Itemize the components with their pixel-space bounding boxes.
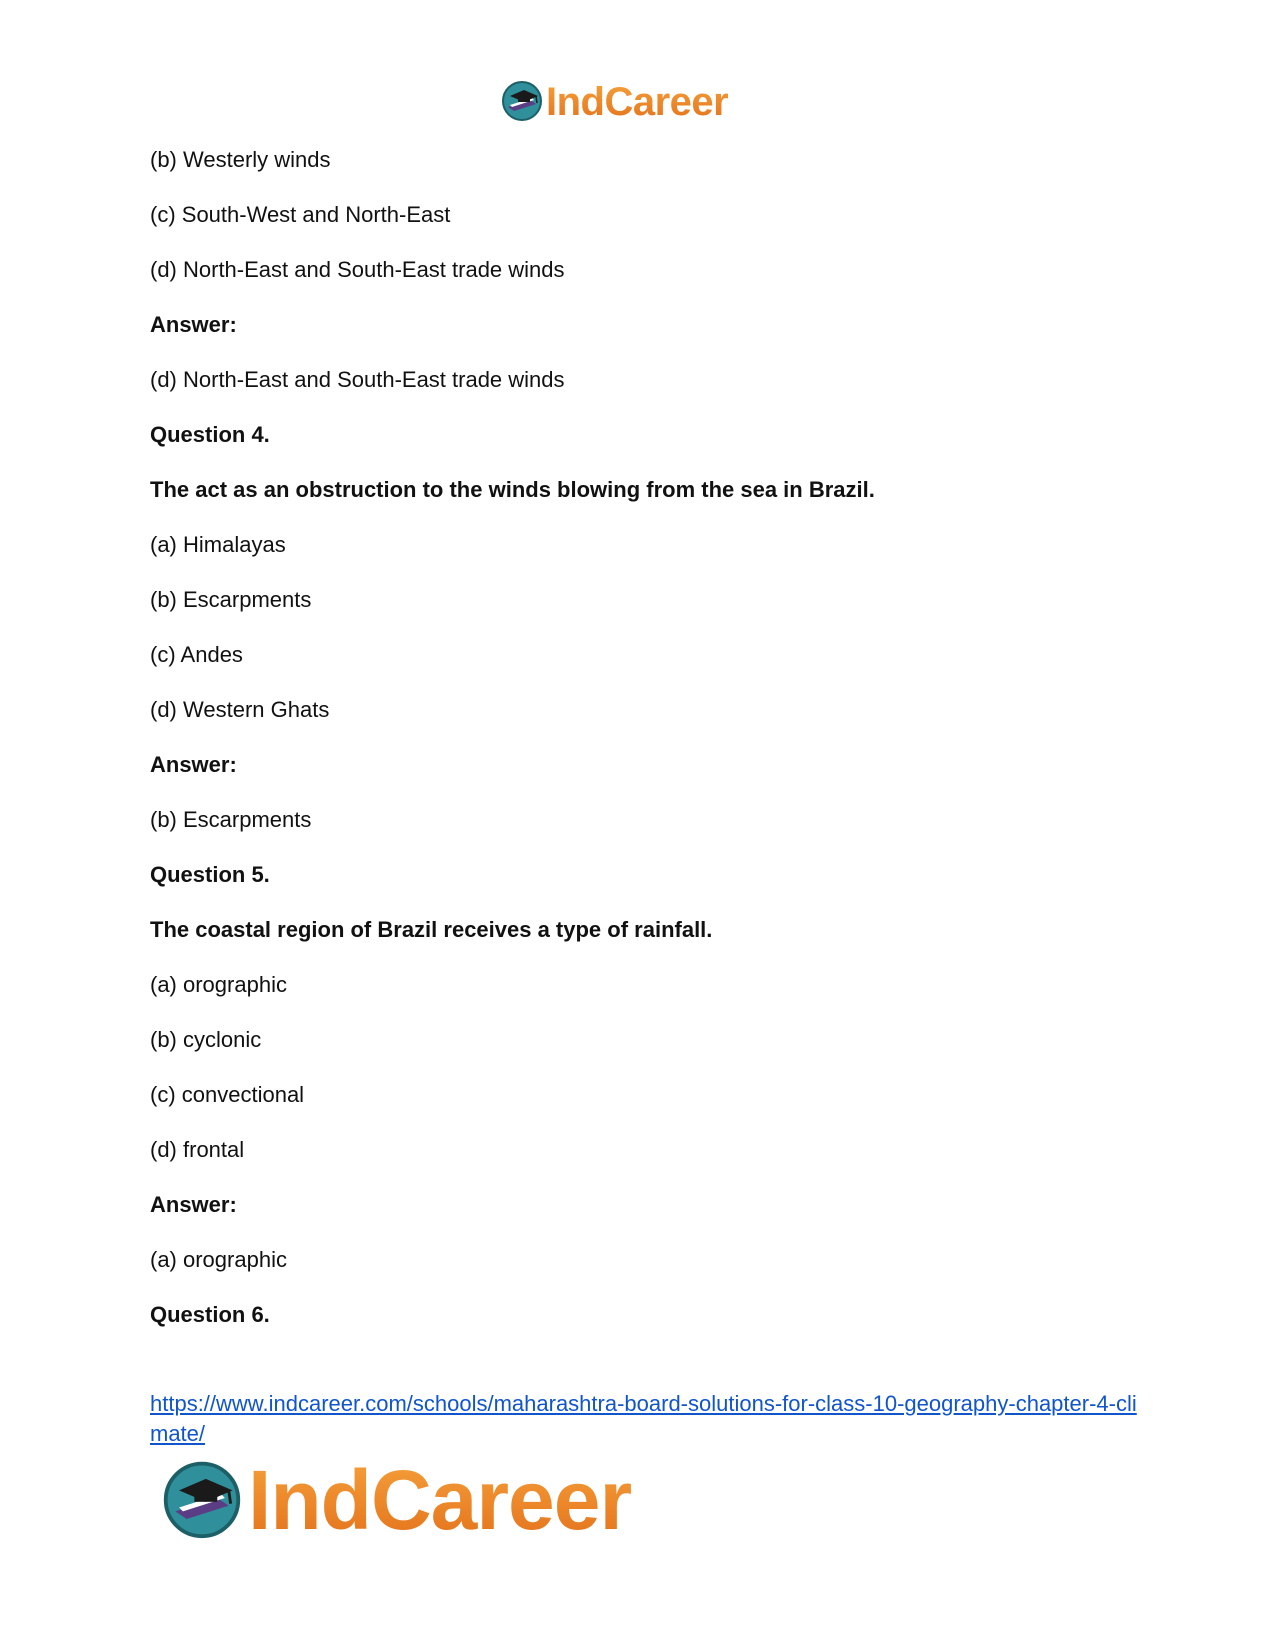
question-text: The act as an obstruction to the winds blowing from the sea in Brazil. — [150, 477, 875, 502]
question-text: The coastal region of Brazil receives a type of rainfall. — [150, 917, 713, 942]
source-link[interactable]: https://www.indcareer.com/schools/maharashtra-board-solutions-for-class-10-geography-chapter-4-climate/ — [150, 1391, 1137, 1446]
question-number: Question 5. — [150, 862, 270, 887]
option-line: (b) cyclonic — [150, 1027, 262, 1052]
logo-text: IndCareer — [546, 79, 729, 124]
option-line: (d) Western Ghats — [150, 697, 330, 722]
option-line: (d) frontal — [150, 1137, 245, 1162]
option-line: (a) orographic — [150, 972, 287, 997]
footer-logo — [160, 1452, 632, 1547]
answer-label: Answer: — [150, 752, 237, 777]
header-logo — [500, 80, 728, 124]
answer-text: (b) Escarpments — [150, 807, 312, 832]
option-line: (b) Westerly winds — [150, 147, 331, 172]
graduation-cap-book-globe-icon — [500, 78, 544, 127]
option-line: (c) convectional — [150, 1082, 305, 1107]
option-line: (d) North-East and South-East trade winds — [150, 257, 565, 282]
document-body — [150, 147, 1140, 1357]
option-line: (c) South-West and North-East — [150, 202, 451, 227]
answer-label: Answer: — [150, 1192, 237, 1217]
logo-text: IndCareer — [248, 1452, 632, 1547]
answer-text: (a) orographic — [150, 1247, 287, 1272]
answer-text: (d) North-East and South-East trade winds — [150, 367, 565, 392]
question-number: Question 4. — [150, 422, 270, 447]
option-line: (b) Escarpments — [150, 587, 312, 612]
answer-label: Answer: — [150, 312, 237, 337]
graduation-cap-book-globe-icon — [160, 1456, 244, 1545]
option-line: (c) Andes — [150, 642, 243, 667]
option-line: (a) Himalayas — [150, 532, 286, 557]
question-number: Question 6. — [150, 1302, 270, 1327]
